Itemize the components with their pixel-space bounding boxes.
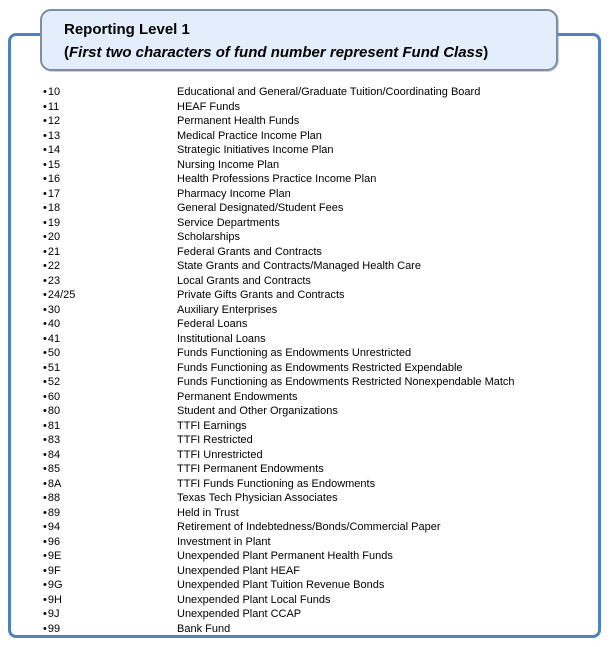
bullet-icon: • bbox=[43, 506, 47, 519]
subtitle-close-paren: ) bbox=[483, 44, 489, 61]
fund-code: 19 bbox=[47, 216, 61, 229]
bullet-icon: • bbox=[43, 390, 47, 403]
list-item bbox=[43, 85, 583, 100]
fund-code: 81 bbox=[47, 419, 61, 432]
fund-code: 84 bbox=[47, 448, 61, 461]
fund-class-list bbox=[43, 85, 583, 636]
list-item bbox=[43, 187, 583, 202]
fund-description: TTFI Permanent Endowments bbox=[177, 463, 324, 475]
fund-description: Held in Trust bbox=[177, 506, 239, 519]
bullet-icon: • bbox=[43, 173, 47, 185]
bullet-icon: • bbox=[43, 303, 47, 316]
fund-description: Unexpended Plant Tuition Revenue Bonds bbox=[177, 579, 385, 591]
fund-code-cell bbox=[43, 245, 177, 260]
fund-code-cell bbox=[43, 303, 177, 318]
fund-code-cell bbox=[43, 520, 177, 535]
fund-code-cell bbox=[43, 85, 177, 100]
list-item bbox=[43, 520, 583, 535]
fund-code: 99 bbox=[47, 622, 61, 635]
fund-code: 13 bbox=[47, 129, 61, 142]
fund-code-cell bbox=[43, 230, 177, 245]
fund-code: 17 bbox=[47, 187, 61, 200]
fund-code-cell bbox=[43, 346, 177, 361]
bullet-icon: • bbox=[43, 608, 47, 620]
list-item bbox=[43, 593, 583, 608]
bullet-icon: • bbox=[43, 231, 47, 243]
fund-description: Investment in Plant bbox=[177, 535, 271, 548]
fund-code-cell bbox=[43, 593, 177, 608]
list-item bbox=[43, 375, 583, 390]
fund-code-cell bbox=[43, 622, 177, 637]
bullet-icon: • bbox=[43, 550, 47, 562]
fund-code-cell bbox=[43, 187, 177, 202]
fund-description: Medical Practice Income Plan bbox=[177, 129, 322, 142]
list-item bbox=[43, 549, 583, 564]
bullet-icon: • bbox=[43, 158, 47, 171]
fund-code: 83 bbox=[47, 434, 61, 446]
list-item bbox=[43, 346, 583, 361]
fund-code: 52 bbox=[47, 376, 61, 388]
fund-code-cell bbox=[43, 491, 177, 506]
bullet-icon: • bbox=[43, 216, 47, 229]
fund-code: 16 bbox=[47, 173, 61, 185]
list-item bbox=[43, 462, 583, 477]
fund-code: 23 bbox=[47, 274, 61, 287]
fund-description: Funds Functioning as Endowments Restricted Nonexpendable Match bbox=[177, 376, 515, 388]
fund-description: Funds Functioning as Endowments Unrestricted bbox=[177, 347, 412, 359]
fund-code-cell bbox=[43, 259, 177, 274]
bullet-icon: • bbox=[43, 463, 47, 475]
fund-code-cell bbox=[43, 114, 177, 129]
fund-code: 89 bbox=[47, 506, 61, 519]
fund-description: Auxiliary Enterprises bbox=[177, 303, 278, 316]
fund-code: 12 bbox=[47, 115, 61, 127]
fund-code: 21 bbox=[47, 245, 61, 258]
bullet-icon: • bbox=[43, 86, 47, 98]
fund-code-cell bbox=[43, 216, 177, 231]
fund-description: Health Professions Practice Income Plan bbox=[177, 173, 377, 185]
list-item bbox=[43, 158, 583, 173]
fund-description: TTFI Earnings bbox=[177, 419, 247, 432]
list-item bbox=[43, 201, 583, 216]
list-item bbox=[43, 578, 583, 593]
fund-code-cell bbox=[43, 201, 177, 216]
bullet-icon: • bbox=[43, 564, 47, 577]
list-item bbox=[43, 564, 583, 579]
fund-code-cell bbox=[43, 404, 177, 419]
fund-description: Strategic Initiatives Income Plan bbox=[177, 144, 334, 156]
bullet-icon: • bbox=[43, 492, 47, 504]
bullet-icon: • bbox=[43, 361, 47, 374]
bullet-icon: • bbox=[43, 318, 47, 330]
fund-code: 10 bbox=[47, 86, 61, 98]
fund-code: 20 bbox=[47, 231, 61, 243]
list-item bbox=[43, 419, 583, 434]
fund-code-cell bbox=[43, 332, 177, 347]
fund-description: TTFI Unrestricted bbox=[177, 448, 263, 461]
fund-code: 8A bbox=[47, 477, 62, 490]
fund-description: Federal Loans bbox=[177, 318, 248, 330]
subtitle-text: First two characters of fund number represent Fund Class bbox=[69, 44, 484, 61]
bullet-icon: • bbox=[43, 434, 47, 446]
fund-code: 80 bbox=[47, 405, 61, 417]
list-item bbox=[43, 129, 583, 144]
bullet-icon: • bbox=[43, 202, 47, 214]
fund-description: Local Grants and Contracts bbox=[177, 274, 311, 287]
subtitle-open-paren: ( bbox=[64, 44, 69, 61]
fund-code-cell bbox=[43, 274, 177, 289]
fund-description: Institutional Loans bbox=[177, 332, 266, 345]
fund-code-cell bbox=[43, 564, 177, 579]
fund-description: Student and Other Organizations bbox=[177, 405, 338, 417]
fund-code-cell bbox=[43, 390, 177, 405]
list-item bbox=[43, 100, 583, 115]
fund-code: 9G bbox=[47, 579, 63, 591]
fund-code: 30 bbox=[47, 303, 61, 316]
list-item bbox=[43, 535, 583, 550]
bullet-icon: • bbox=[43, 100, 47, 113]
fund-code: 24/25 bbox=[47, 289, 76, 301]
bullet-icon: • bbox=[43, 448, 47, 461]
fund-code-cell bbox=[43, 143, 177, 158]
fund-description: Bank Fund bbox=[177, 622, 231, 635]
fund-code-cell bbox=[43, 172, 177, 187]
fund-description: Retirement of Indebtedness/Bonds/Commercial Paper bbox=[177, 521, 441, 533]
fund-code: 9J bbox=[47, 608, 60, 620]
list-item bbox=[43, 477, 583, 492]
fund-code-cell bbox=[43, 288, 177, 303]
fund-code-cell bbox=[43, 549, 177, 564]
fund-description: State Grants and Contracts/Managed Health Care bbox=[177, 260, 421, 272]
bullet-icon: • bbox=[43, 332, 47, 345]
fund-description: Funds Functioning as Endowments Restricted Expendable bbox=[177, 361, 463, 374]
list-item bbox=[43, 143, 583, 158]
fund-code: 41 bbox=[47, 332, 61, 345]
fund-code: 40 bbox=[47, 318, 61, 330]
list-item bbox=[43, 404, 583, 419]
fund-code: 96 bbox=[47, 535, 61, 548]
bullet-icon: • bbox=[43, 260, 47, 272]
fund-code-cell bbox=[43, 448, 177, 463]
fund-code-cell bbox=[43, 100, 177, 115]
list-item bbox=[43, 361, 583, 376]
list-item bbox=[43, 172, 583, 187]
fund-code-cell bbox=[43, 462, 177, 477]
reporting-level-header-callout bbox=[40, 9, 558, 71]
list-item bbox=[43, 622, 583, 637]
list-item bbox=[43, 288, 583, 303]
fund-code-cell bbox=[43, 419, 177, 434]
fund-code-cell bbox=[43, 607, 177, 622]
bullet-icon: • bbox=[43, 376, 47, 388]
fund-code-cell bbox=[43, 477, 177, 492]
fund-description: Pharmacy Income Plan bbox=[177, 187, 291, 200]
fund-code: 11 bbox=[47, 100, 60, 113]
fund-description: Scholarships bbox=[177, 231, 240, 243]
fund-code-cell bbox=[43, 375, 177, 390]
bullet-icon: • bbox=[43, 579, 47, 591]
bullet-icon: • bbox=[43, 535, 47, 548]
fund-description: Unexpended Plant Permanent Health Funds bbox=[177, 550, 393, 562]
list-item bbox=[43, 433, 583, 448]
fund-description: Permanent Health Funds bbox=[177, 115, 300, 127]
bullet-icon: • bbox=[43, 289, 47, 301]
fund-description: Service Departments bbox=[177, 216, 280, 229]
fund-description: Educational and General/Graduate Tuition/Coordinating Board bbox=[177, 86, 481, 98]
fund-code: 51 bbox=[47, 361, 61, 374]
fund-description: Permanent Endowments bbox=[177, 390, 298, 403]
list-item bbox=[43, 607, 583, 622]
bullet-icon: • bbox=[43, 129, 47, 142]
fund-code: 60 bbox=[47, 390, 61, 403]
fund-description: Unexpended Plant Local Funds bbox=[177, 593, 331, 606]
bullet-icon: • bbox=[43, 477, 47, 490]
fund-description: Unexpended Plant CCAP bbox=[177, 608, 302, 620]
bullet-icon: • bbox=[43, 521, 47, 533]
fund-description: Private Gifts Grants and Contracts bbox=[177, 289, 345, 301]
list-item bbox=[43, 303, 583, 318]
bullet-icon: • bbox=[43, 187, 47, 200]
fund-code: 9F bbox=[47, 564, 61, 577]
list-item bbox=[43, 506, 583, 521]
fund-code: 15 bbox=[47, 158, 61, 171]
fund-code: 9E bbox=[47, 550, 62, 562]
bullet-icon: • bbox=[43, 245, 47, 258]
page-subtitle bbox=[64, 41, 556, 64]
fund-code-cell bbox=[43, 158, 177, 173]
bullet-icon: • bbox=[43, 419, 47, 432]
bullet-icon: • bbox=[43, 144, 47, 156]
bullet-icon: • bbox=[43, 347, 47, 359]
list-item bbox=[43, 317, 583, 332]
bullet-icon: • bbox=[43, 274, 47, 287]
fund-code: 50 bbox=[47, 347, 61, 359]
fund-description: Federal Grants and Contracts bbox=[177, 245, 322, 258]
fund-code: 22 bbox=[47, 260, 61, 272]
fund-description: Unexpended Plant HEAF bbox=[177, 564, 300, 577]
fund-description: TTFI Funds Functioning as Endowments bbox=[177, 477, 376, 490]
list-item bbox=[43, 390, 583, 405]
fund-code: 9H bbox=[47, 593, 62, 606]
fund-description: General Designated/Student Fees bbox=[177, 202, 344, 214]
list-item bbox=[43, 245, 583, 260]
list-item bbox=[43, 259, 583, 274]
fund-code-cell bbox=[43, 433, 177, 448]
bullet-icon: • bbox=[43, 622, 47, 635]
fund-code-cell bbox=[43, 506, 177, 521]
list-item bbox=[43, 114, 583, 129]
fund-description: Nursing Income Plan bbox=[177, 158, 280, 171]
fund-description: Texas Tech Physician Associates bbox=[177, 492, 338, 504]
fund-code-cell bbox=[43, 535, 177, 550]
page-title: Reporting Level 1 bbox=[64, 21, 190, 38]
fund-description: TTFI Restricted bbox=[177, 434, 253, 446]
list-item bbox=[43, 491, 583, 506]
list-item bbox=[43, 216, 583, 231]
fund-code: 88 bbox=[47, 492, 61, 504]
list-item bbox=[43, 274, 583, 289]
fund-code-cell bbox=[43, 361, 177, 376]
bullet-icon: • bbox=[43, 405, 47, 417]
list-item bbox=[43, 448, 583, 463]
fund-code: 94 bbox=[47, 521, 61, 533]
list-item bbox=[43, 230, 583, 245]
fund-code: 14 bbox=[47, 144, 61, 156]
list-item bbox=[43, 332, 583, 347]
bullet-icon: • bbox=[43, 593, 47, 606]
bullet-icon: • bbox=[43, 115, 47, 127]
fund-code-cell bbox=[43, 578, 177, 593]
fund-code: 18 bbox=[47, 202, 61, 214]
fund-description: HEAF Funds bbox=[177, 100, 240, 113]
fund-code-cell bbox=[43, 129, 177, 144]
fund-code-cell bbox=[43, 317, 177, 332]
fund-code: 85 bbox=[47, 463, 61, 475]
